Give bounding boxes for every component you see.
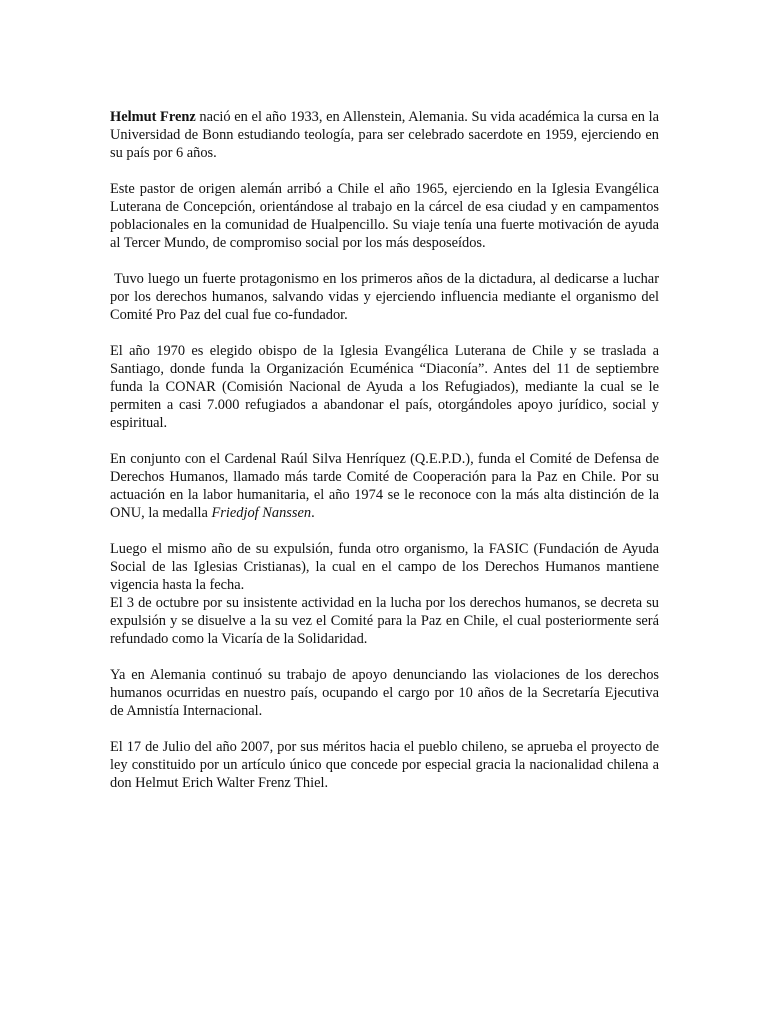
person-name: Helmut Frenz: [110, 109, 196, 125]
paragraph-bishop: El año 1970 es elegido obispo de la Iglesia Evangélica Luterana de Chile y se traslada a Santiago, donde funda la Organización Ecuménica “Diaconía”. Antes del 11 de septiembre funda la CONAR (Comisión Nacional de Ayuda a los Refugiados), mediante la cual se le permiten a casi 7.000 refugiados a abandonar el país, otorgándoles apoyo jurídico, social y espiritual.: [110, 343, 659, 431]
paragraph-committee-end: .: [311, 505, 315, 521]
paragraph-birth: [110, 108, 659, 162]
document-body: [110, 108, 663, 810]
paragraph-germany: Ya en Alemania continuó su trabajo de apoyo denunciando las violaciones de los derechos humanos ocurridas en nuestro país, ocupando el cargo por 10 años de la Secretaría Ejecutiva de Amnistía Internacional.: [110, 667, 659, 719]
paragraph-arrival-chile: Este pastor de origen alemán arribó a Chile el año 1965, ejerciendo en la Iglesia Evangélica Luterana de Concepción, orientándose al trabajo en la cárcel de esa ciudad y en campamentos poblacionales en la comunidad de Hualpencillo. Su viaje tenía una fuerte motivación de ayuda al Tercer Mundo, de compromiso social por los más desposeídos.: [110, 181, 659, 251]
paragraph-committee-text: En conjunto con el Cardenal Raúl Silva Henríquez (Q.E.P.D.), funda el Comité de Defensa de Derechos Humanos, llamado más tarde Comité de Cooperación para la Paz en Chile. Por su actuación en la labor humanitaria, el año 1974 se le reconoce con la más alta distinción de la ONU, la medalla: [110, 451, 659, 521]
medal-name: Friedjof Nanssen: [211, 505, 312, 521]
paragraph-committee: [110, 450, 659, 522]
paragraph-expulsion: El 3 de octubre por su insistente actividad en la lucha por los derechos humanos, se decreta su expulsión y se disuelve a la su vez el Comité para la Paz en Chile, el cual posteriormente será refundado como la Vicaría de la Solidaridad.: [110, 595, 659, 647]
paragraph-nationality: El 17 de Julio del año 2007, por sus méritos hacia el pueblo chileno, se aprueba el proyecto de ley constituido por un artículo único que concede por especial gracia la nacionalidad chilena a don Helmut Erich Walter Frenz Thiel.: [110, 739, 659, 791]
paragraph-birth-text: nació en el año 1933, en Allenstein, Alemania. Su vida académica la cursa en la Universidad de Bonn estudiando teología, para ser celebrado sacerdote en 1959, ejerciendo en su país por 6 años.: [110, 109, 660, 161]
paragraph-fasic: Luego el mismo año de su expulsión, funda otro organismo, la FASIC (Fundación de Ayuda Social de las Iglesias Cristianas), la cual en el campo de los Derechos Humanos mantiene vigencia hasta la fecha.: [110, 541, 659, 593]
paragraph-dictatorship: Tuvo luego un fuerte protagonismo en los primeros años de la dictadura, al dedicarse a luchar por los derechos humanos, salvando vidas y ejerciendo influencia mediante el organismo del Comité Pro Paz del cual fue co-fundador.: [110, 271, 663, 323]
